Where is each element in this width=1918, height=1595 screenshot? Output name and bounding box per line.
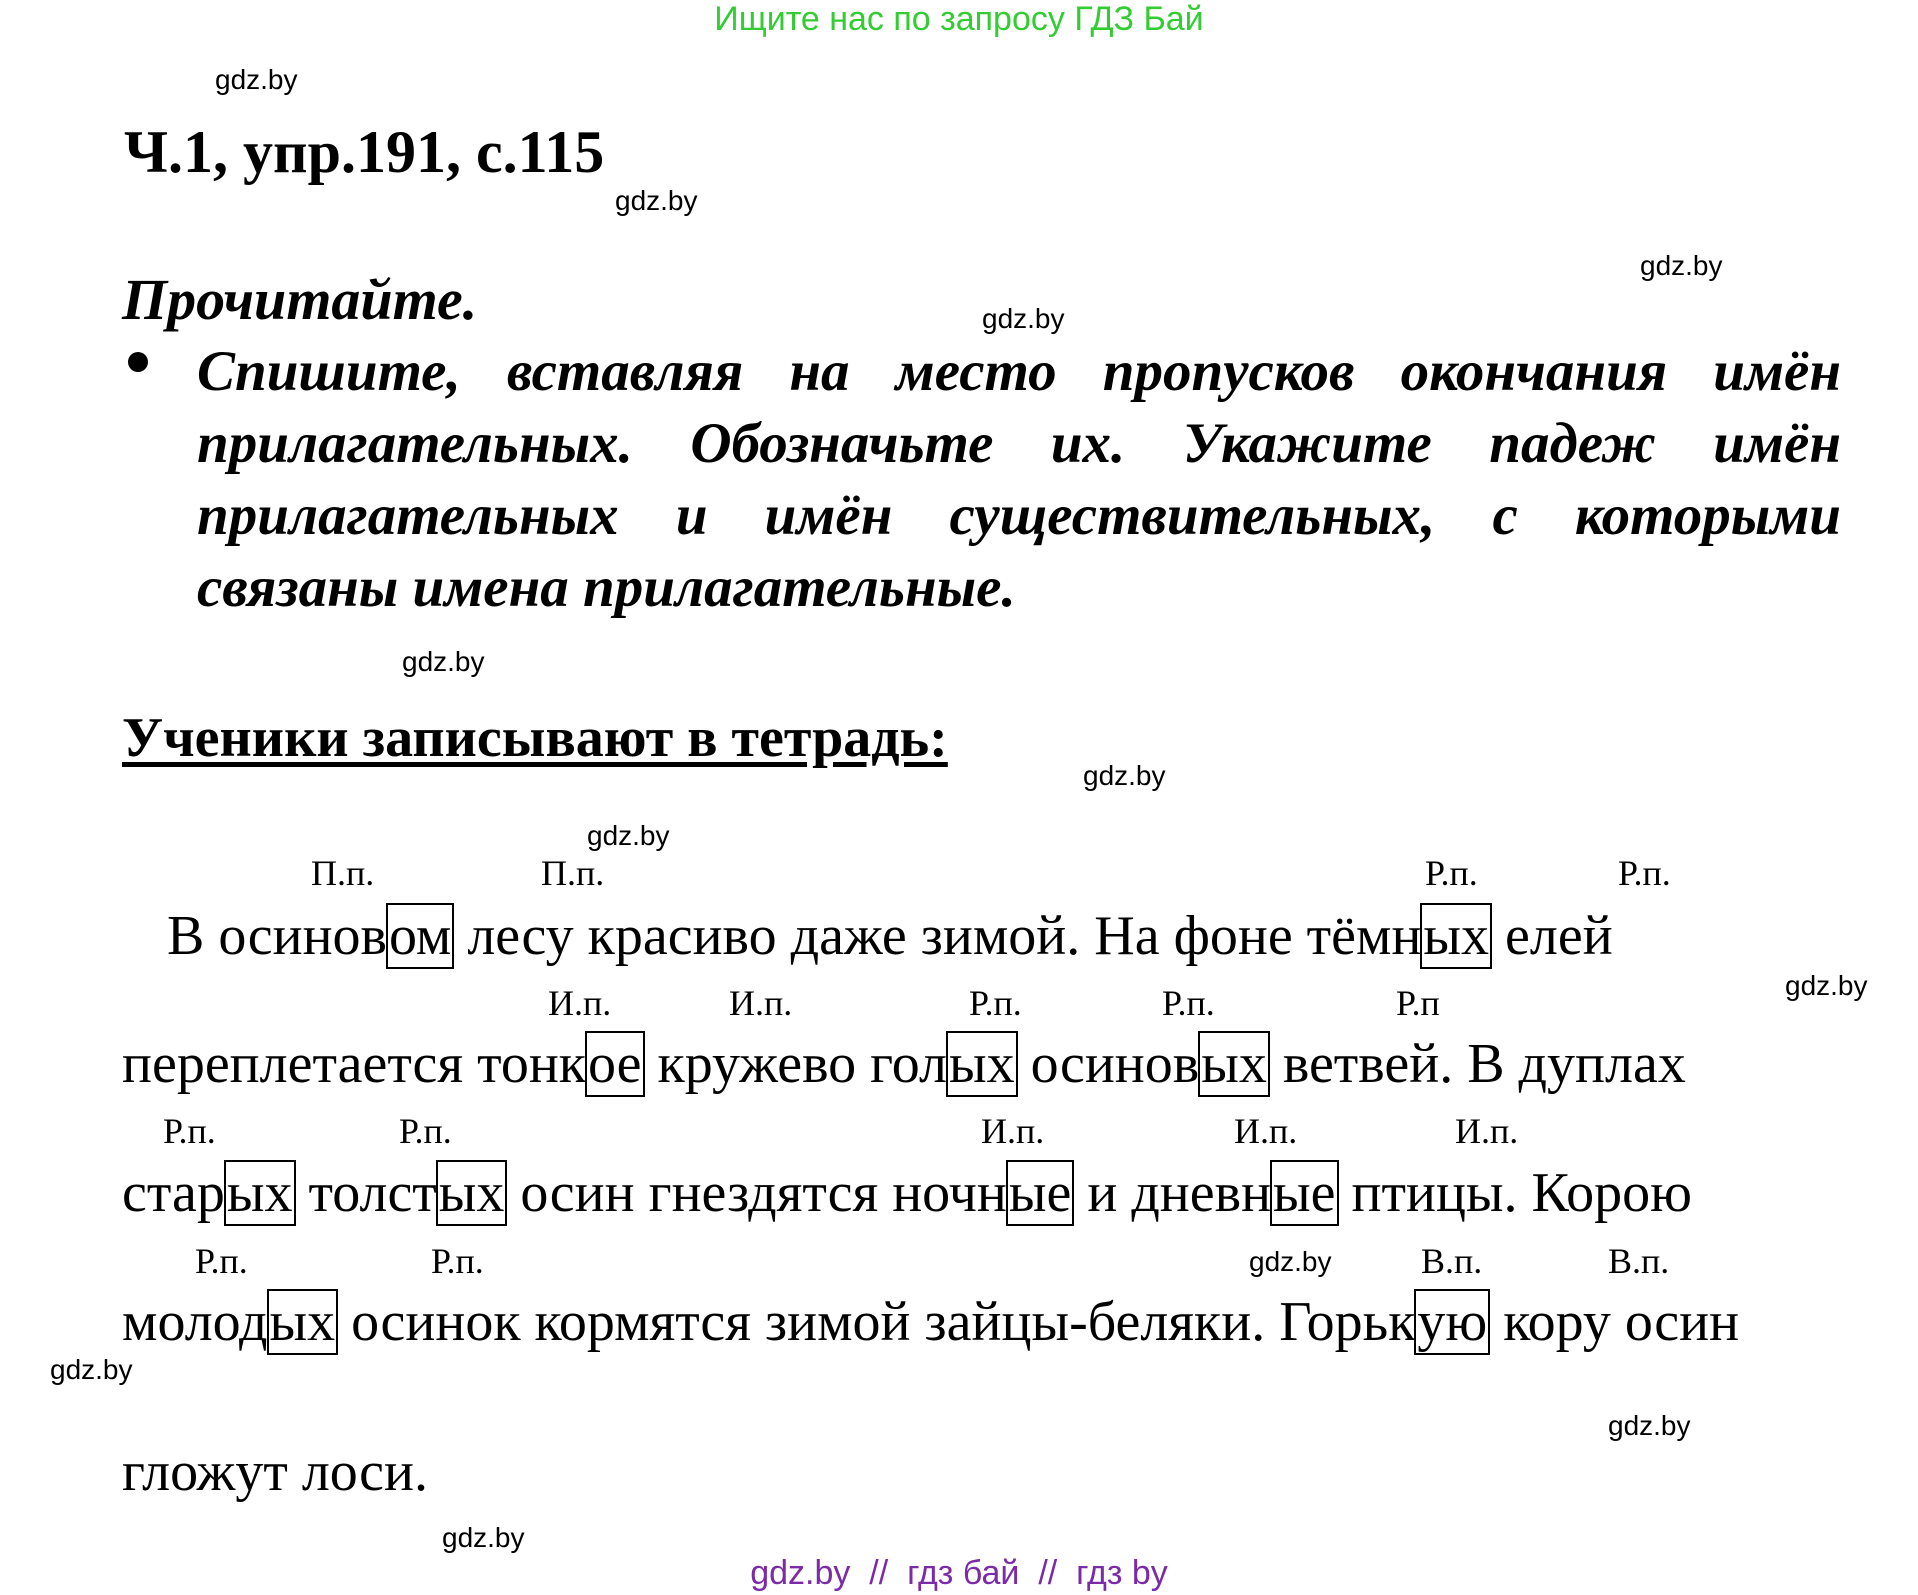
case-label: И.п. (729, 983, 793, 1023)
text-segment: стар (122, 1162, 225, 1224)
watermark: gdz.by (1785, 970, 1868, 1001)
ending-box: ых (224, 1160, 296, 1226)
ending-box: ое (585, 1031, 645, 1097)
read-instruction: Прочитайте. (122, 267, 478, 332)
case-label: П.п. (311, 853, 375, 893)
watermark: gdz.by (1640, 250, 1723, 281)
bullet-icon (128, 352, 148, 372)
text-segment: В осинов (167, 905, 387, 967)
text-segment: ветвей. В дуплах (1268, 1033, 1686, 1095)
text-segment: елей (1491, 905, 1613, 967)
ending-box: ых (1198, 1031, 1270, 1097)
text-line-1 (167, 904, 1613, 968)
task-text: Спишите, вставляя на место пропусков окончания имён прилагательных. Обозначьте их. Укажите падеж имён прилагательных и имён существительных, с которыми связаны имена прилагательные. (197, 340, 1841, 619)
case-label: Р.п. (1425, 853, 1478, 893)
case-label: Р.п. (969, 983, 1022, 1023)
ending-box: ые (1270, 1160, 1338, 1226)
ending-box: ых (946, 1031, 1018, 1097)
text-segment: переплетается тонк (122, 1033, 586, 1095)
watermark: gdz.by (402, 646, 485, 677)
watermark: gdz.by (587, 820, 670, 851)
ending-box: ых (436, 1160, 508, 1226)
case-label: Р.п (1396, 983, 1440, 1023)
text-line-5: гложут лоси. (122, 1441, 429, 1503)
case-label: Р.п. (431, 1241, 484, 1281)
text-segment: молод (122, 1291, 268, 1353)
case-label: В.п. (1608, 1241, 1670, 1281)
text-segment: кружево гол (643, 1033, 947, 1095)
text-line-2 (122, 1032, 1686, 1096)
text-segment: осинок кормятся зимой зайцы-беляки. Горьк (337, 1291, 1416, 1353)
text-segment: толст (294, 1162, 437, 1224)
top-banner: Ищите нас по запросу ГДЗ Бай (714, 0, 1204, 38)
case-label: В.п. (1421, 1241, 1483, 1281)
case-label: Р.п. (195, 1241, 248, 1281)
text-segment: птицы. Корою (1337, 1162, 1692, 1224)
watermark: gdz.by (1249, 1246, 1332, 1277)
case-label: И.п. (548, 983, 612, 1023)
case-label: И.п. (1234, 1111, 1298, 1151)
text-segment: осин гнездятся ночн (506, 1162, 1007, 1224)
text-segment: и дневн (1073, 1162, 1272, 1224)
case-label: П.п. (541, 853, 605, 893)
exercise-heading: Ч.1, упр.191, с.115 (124, 119, 605, 185)
case-label: Р.п. (1162, 983, 1215, 1023)
watermark: gdz.by (982, 303, 1065, 334)
text-segment: лесу красиво даже зимой. На фоне тёмн (453, 905, 1422, 967)
ending-box: ые (1006, 1160, 1074, 1226)
text-segment: кору осин (1489, 1291, 1740, 1353)
case-label: И.п. (1455, 1111, 1519, 1151)
case-label: Р.п. (1618, 853, 1671, 893)
students-write-heading: Ученики записывают в тетрадь: (122, 707, 948, 769)
watermark: gdz.by (615, 185, 698, 216)
text-line-4 (122, 1290, 1739, 1354)
case-label: Р.п. (163, 1111, 216, 1151)
case-label: И.п. (981, 1111, 1045, 1151)
text-segment: осинов (1016, 1033, 1200, 1095)
watermark: gdz.by (1083, 760, 1166, 791)
watermark: gdz.by (1608, 1410, 1691, 1441)
text-line-3 (122, 1161, 1692, 1225)
watermark: gdz.by (442, 1522, 525, 1553)
case-label: Р.п. (399, 1111, 452, 1151)
watermark: gdz.by (215, 64, 298, 95)
ending-box: ом (386, 903, 454, 969)
bottom-banner: gdz.by // гдз бай // гдз by (750, 1554, 1168, 1592)
ending-box: ую (1414, 1289, 1490, 1355)
watermark: gdz.by (50, 1354, 133, 1385)
ending-box: ых (1420, 903, 1492, 969)
ending-box: ых (267, 1289, 339, 1355)
